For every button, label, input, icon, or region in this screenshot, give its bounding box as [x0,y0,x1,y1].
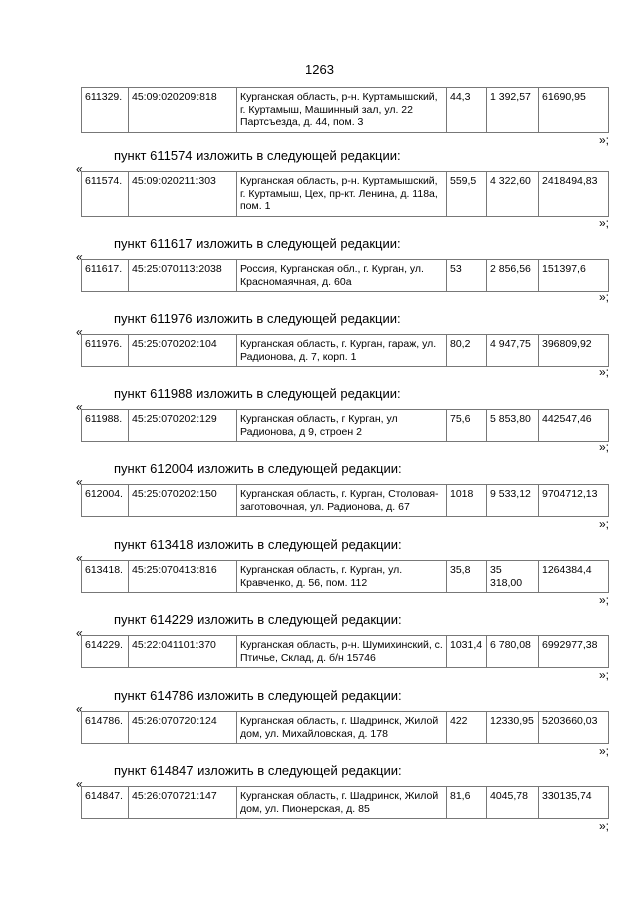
register-table [81,711,609,744]
amendment-instruction: пункт 614847 изложить в следующей редакции: [114,763,402,778]
table-row [82,485,609,517]
first-row-table [81,87,609,133]
amendment-instruction: пункт 612004 изложить в следующей редакции: [114,461,402,476]
row-number: 611988. [82,410,129,442]
cadastral-number: 45:25:070202:104 [129,335,237,367]
cadastral-number: 45:26:070721:147 [129,787,237,819]
close-quote: »; [598,668,609,682]
close-quote: »; [598,133,609,147]
register-table [81,334,609,367]
area: 1018 [447,485,487,517]
area: 53 [447,260,487,292]
register-table [81,635,609,668]
cadastral-number: 45:25:070413:816 [129,561,237,593]
address: Курганская область, р-н. Куртамышский, г. Куртамыш, Машинный зал, ул. 22 Партсъезда, д. 44, пом. 3 [237,88,447,133]
address: Курганская область, г. Курган, гараж, ул. Радионова, д. 7, корп. 1 [237,335,447,367]
row-number: 614229. [82,636,129,668]
open-quote: « [76,626,83,640]
value: 5203660,03 [539,712,609,744]
register-table [81,484,609,517]
value: 2418494,83 [539,172,609,217]
table-row [82,172,609,217]
address: Курганская область, г. Шадринск, Жилой дом, ул. Михайловская, д. 178 [237,712,447,744]
amendment-instruction: пункт 613418 изложить в следующей редакции: [114,537,402,552]
open-quote: « [76,551,83,565]
table-row [82,787,609,819]
open-quote: « [76,702,83,716]
page-number: 1263 [305,62,334,77]
amendment-instruction: пункт 611574 изложить в следующей редакции: [114,148,401,163]
value: 6992977,38 [539,636,609,668]
row-number: 614786. [82,712,129,744]
open-quote: « [76,162,83,176]
area: 44,3 [447,88,487,133]
cadastral-number: 45:25:070202:129 [129,410,237,442]
address: Курганская область, г. Шадринск, Жилой дом, ул. Пионерская, д. 85 [237,787,447,819]
cadastral-number: 45:25:070202:150 [129,485,237,517]
value: 396809,92 [539,335,609,367]
cadastral-number: 45:26:070720:124 [129,712,237,744]
close-quote: »; [598,440,609,454]
register-table [81,786,609,819]
row-number: 611976. [82,335,129,367]
close-quote: »; [598,744,609,758]
price: 5 853,80 [487,410,539,442]
value: 61690,95 [539,88,609,133]
open-quote: « [76,475,83,489]
price: 9 533,12 [487,485,539,517]
close-quote: »; [598,290,609,304]
register-table [81,259,609,292]
register-table [81,560,609,593]
row-number: 613418. [82,561,129,593]
table-row [82,636,609,668]
address: Курганская область, р-н. Шумихинский, с. Птичье, Склад, д. б/н 15746 [237,636,447,668]
address: Курганская область, г. Курган, Столовая-заготовочная, ул. Радионова, д. 67 [237,485,447,517]
area: 81,6 [447,787,487,819]
value: 1264384,4 [539,561,609,593]
close-quote: »; [598,365,609,379]
register-table [81,409,609,442]
row-number: 612004. [82,485,129,517]
area: 1031,4 [447,636,487,668]
price: 4 947,75 [487,335,539,367]
table-row [82,260,609,292]
close-quote: »; [598,517,609,531]
open-quote: « [76,777,83,791]
amendment-instruction: пункт 611617 изложить в следующей редакции: [114,236,401,251]
row-number: 611617. [82,260,129,292]
table-row [82,712,609,744]
close-quote: »; [598,216,609,230]
amendment-instruction: пункт 614229 изложить в следующей редакции: [114,612,402,627]
register-table [81,171,609,217]
address: Россия, Курганская обл., г. Курган, ул. Красномаячная, д. 60а [237,260,447,292]
table-row [82,88,609,133]
area: 75,6 [447,410,487,442]
row-number: 611574. [82,172,129,217]
table-row [82,335,609,367]
price: 6 780,08 [487,636,539,668]
row-number: 614847. [82,787,129,819]
value: 151397,6 [539,260,609,292]
table-row [82,561,609,593]
cadastral-number: 45:09:020211:303 [129,172,237,217]
cadastral-number: 45:22:041101:370 [129,636,237,668]
row-number: 611329. [82,88,129,133]
value: 442547,46 [539,410,609,442]
cadastral-number: 45:25:070113:2038 [129,260,237,292]
address: Курганская область, р-н. Куртамышский, г. Куртамыш, Цех, пр-кт. Ленина, д. 118а, пом. 1 [237,172,447,217]
value: 330135,74 [539,787,609,819]
area: 559,5 [447,172,487,217]
price: 35 318,00 [487,561,539,593]
area: 422 [447,712,487,744]
price: 2 856,56 [487,260,539,292]
open-quote: « [76,400,83,414]
open-quote: « [76,325,83,339]
address: Курганская область, г Курган, ул Радионова, д 9, строен 2 [237,410,447,442]
amendment-instruction: пункт 611988 изложить в следующей редакции: [114,386,401,401]
price: 4045,78 [487,787,539,819]
close-quote: »; [598,593,609,607]
price: 4 322,60 [487,172,539,217]
cadastral-number: 45:09:020209:818 [129,88,237,133]
price: 12330,95 [487,712,539,744]
value: 9704712,13 [539,485,609,517]
area: 80,2 [447,335,487,367]
amendment-instruction: пункт 614786 изложить в следующей редакции: [114,688,402,703]
area: 35,8 [447,561,487,593]
open-quote: « [76,250,83,264]
address: Курганская область, г. Курган, ул. Кравченко, д. 56, пом. 112 [237,561,447,593]
table-row [82,410,609,442]
close-quote: »; [598,819,609,833]
amendment-instruction: пункт 611976 изложить в следующей редакции: [114,311,401,326]
price: 1 392,57 [487,88,539,133]
